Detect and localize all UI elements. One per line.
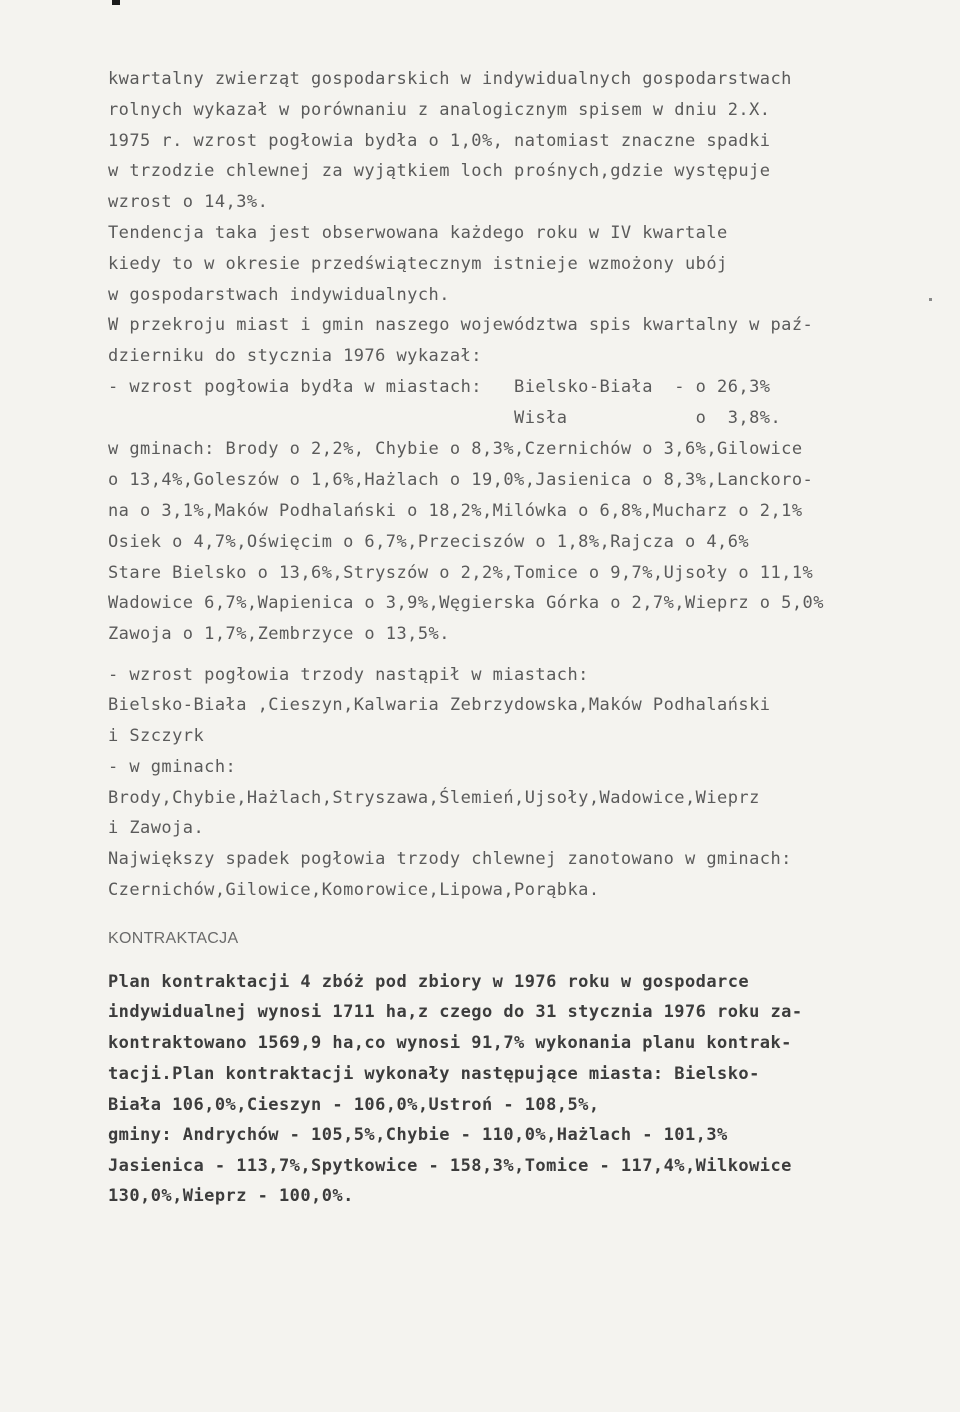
- paragraph-6-line-5: Biała 106,0%,Cieszyn - 106,0%,Ustroń - 108,5%,: [108, 1095, 600, 1115]
- paragraph-2-line-2: kiedy to w okresie przedświątecznym istnieje wzmożony ubój: [108, 254, 728, 274]
- paragraph-2-line-1: Tendencja taka jest obserwowana każdego roku w IV kwartale: [108, 223, 728, 243]
- paragraph-3-line-5: w gminach: Brody o 2,2%, Chybie o 8,3%,Czernichów o 3,6%,Gilowice: [108, 439, 803, 459]
- paragraph-4-line-2: Bielsko-Biała ,Cieszyn,Kalwaria Zebrzydowska,Maków Podhalański: [108, 695, 771, 715]
- paragraph-1-line-3: 1975 r. wzrost pogłowia bydła o 1,0%, natomiast znaczne spadki: [108, 131, 771, 151]
- paragraph-4-line-5: Brody,Chybie,Hażlach,Stryszawa,Ślemień,Ujsoły,Wadowice,Wieprz: [108, 788, 760, 808]
- paragraph-3-line-4: Wisła o 3,8%.: [108, 408, 782, 428]
- paragraph-3-line-6: o 13,4%,Goleszów o 1,6%,Hażlach o 19,0%,Jasienica o 8,3%,Lanckoro-: [108, 470, 814, 490]
- paragraph-3-line-2: dzierniku do stycznia 1976 wykazał:: [108, 346, 482, 366]
- paragraph-6-line-1: Plan kontraktacji 4 zbóż pod zbiory w 1976 roku w gospodarce: [108, 972, 750, 992]
- paragraph-6-line-7: Jasienica - 113,7%,Spytkowice - 158,3%,Tomice - 117,4%,Wilkowice: [108, 1156, 792, 1176]
- paragraph-6-line-4: tacji.Plan kontraktacji wykonały następujące miasta: Bielsko-: [108, 1064, 760, 1084]
- paragraph-5-line-2: Czernichów,Gilowice,Komorowice,Lipowa,Porąbka.: [108, 880, 600, 900]
- paragraph-1-line-4: w trzodzie chlewnej za wyjątkiem loch prośnych,gdzie występuje: [108, 161, 771, 181]
- paragraph-4-line-4: - w gminach:: [108, 757, 237, 777]
- paragraph-4-line-6: i Zawoja.: [108, 818, 205, 838]
- paragraph-3-line-10: Wadowice 6,7%,Wapienica o 3,9%,Węgierska Górka o 2,7%,Wieprz o 5,0%: [108, 593, 824, 613]
- paragraph-4-line-3: i Szczyrk: [108, 726, 205, 746]
- scan-speck-top-left: [112, 0, 120, 5]
- paragraph-1-line-5: wzrost o 14,3%.: [108, 192, 269, 212]
- paragraph-3-line-7: na o 3,1%,Maków Podhalański o 18,2%,Milówka o 6,8%,Mucharz o 2,1%: [108, 501, 803, 521]
- paragraph-3-line-8: Osiek o 4,7%,Oświęcim o 6,7%,Przeciszów o 1,8%,Rajcza o 4,6%: [108, 532, 750, 552]
- paragraph-4-line-1: - wzrost pogłowia trzody nastąpił w miastach:: [108, 665, 589, 685]
- paragraph-3-line-9: Stare Bielsko o 13,6%,Stryszów o 2,2%,Tomice o 9,7%,Ujsoły o 11,1%: [108, 563, 814, 583]
- paragraph-6-line-3: kontraktowano 1569,9 ha,co wynosi 91,7% wykonania planu kontrak-: [108, 1033, 792, 1053]
- paragraph-3-line-3: - wzrost pogłowia bydła w miastach: Bielsko-Biała - o 26,3%: [108, 377, 771, 397]
- paragraph-5-line-1: Największy spadek pogłowia trzody chlewnej zanotowano w gminach:: [108, 849, 792, 869]
- scan-speck-right: [929, 298, 932, 301]
- section-heading: KONTRAKTACJA: [108, 930, 239, 947]
- paragraph-6-line-2: indywidualnej wynosi 1711 ha,z czego do 31 stycznia 1976 roku za-: [108, 1002, 803, 1022]
- paragraph-1-line-1: kwartalny zwierząt gospodarskich w indywidualnych gospodarstwach: [108, 69, 792, 89]
- paragraph-3-line-11: Zawoja o 1,7%,Zembrzyce o 13,5%.: [108, 624, 450, 644]
- paragraph-3-line-1: W przekroju miast i gmin naszego województwa spis kwartalny w paź-: [108, 315, 814, 335]
- paragraph-2-line-3: w gospodarstwach indywidualnych.: [108, 285, 450, 305]
- paragraph-6-line-8: 130,0%,Wieprz - 100,0%.: [108, 1186, 354, 1206]
- paragraph-6-line-6: gminy: Andrychów - 105,5%,Chybie - 110,0%,Hażlach - 101,3%: [108, 1125, 728, 1145]
- paragraph-1-line-2: rolnych wykazał w porównaniu z analogicznym spisem w dniu 2.X.: [108, 100, 771, 120]
